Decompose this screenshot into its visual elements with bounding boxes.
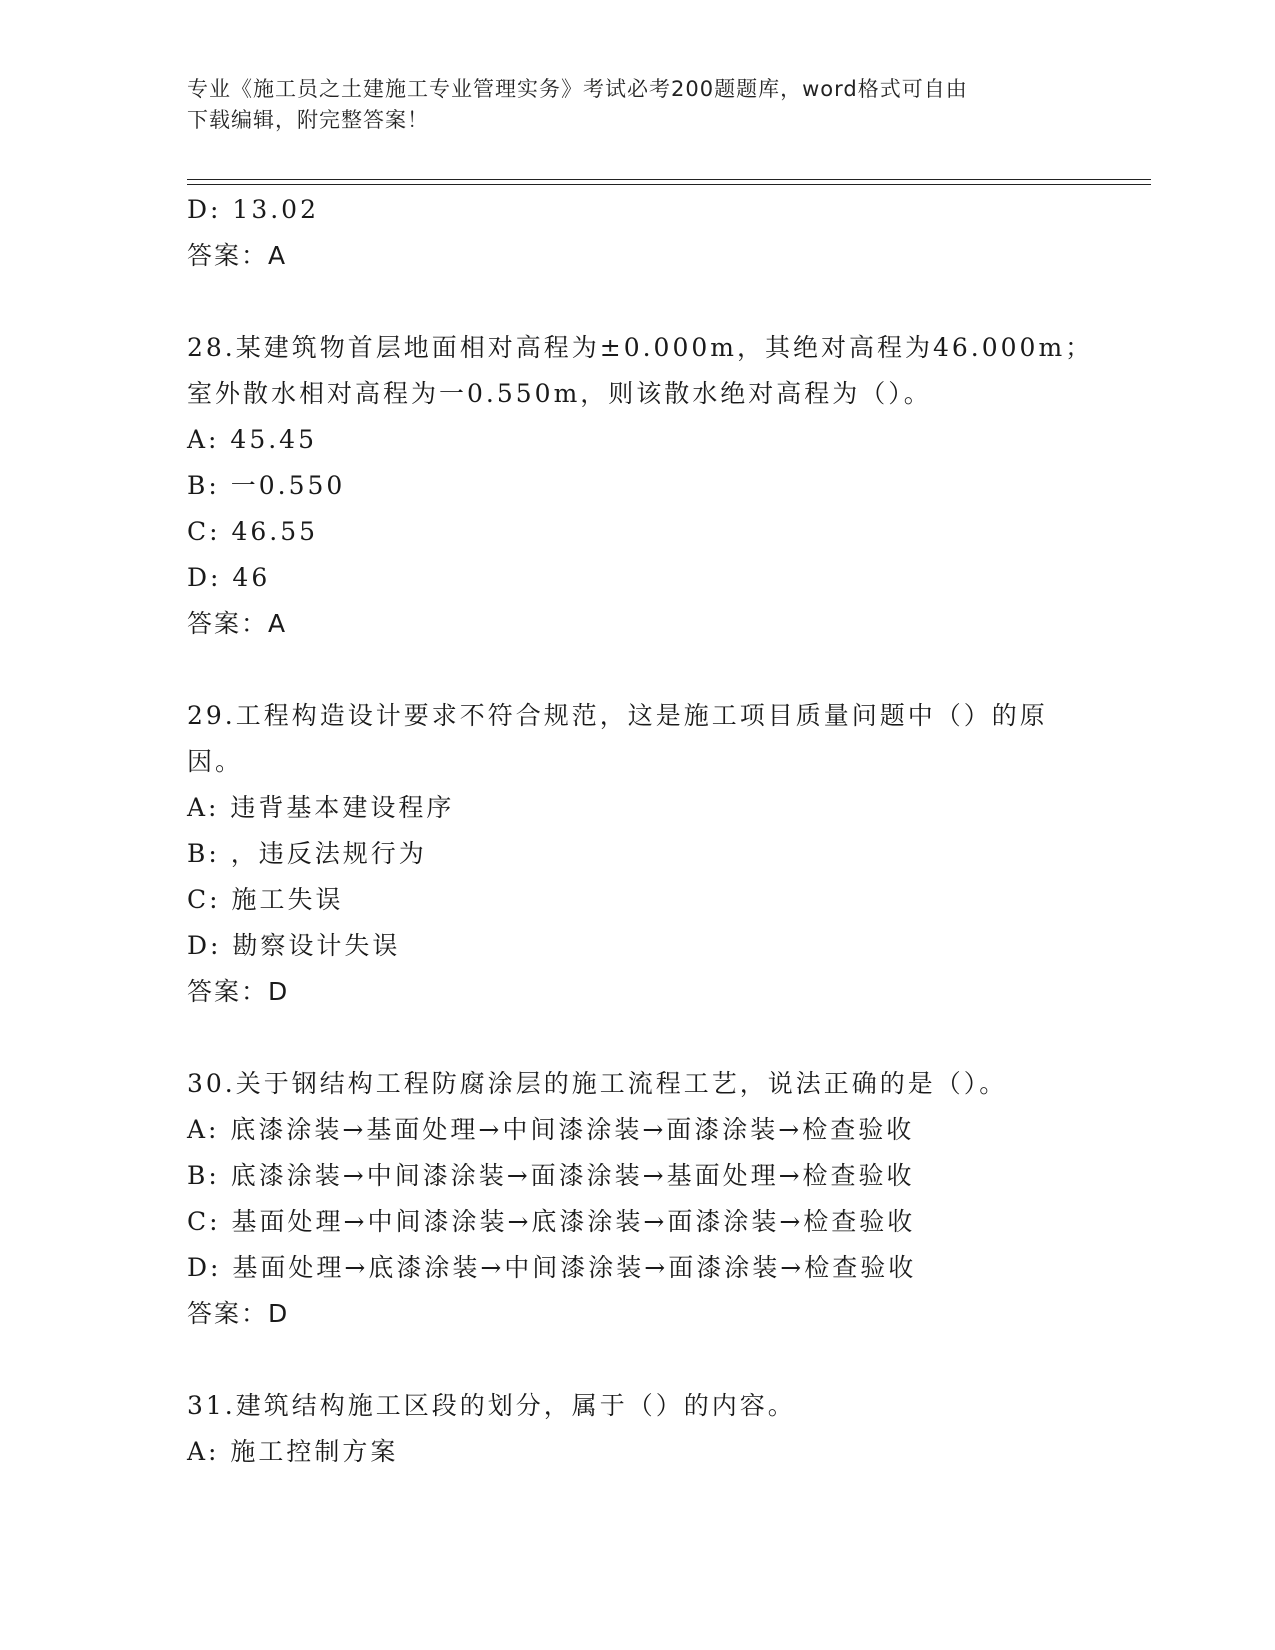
header-divider-bottom [187, 184, 1151, 185]
question-31 [187, 1383, 1117, 1475]
page-header [187, 74, 1067, 136]
question-stem: 29.工程构造设计要求不符合规范，这是施工项目质量问题中（）的原 [187, 701, 1048, 730]
answer-line: 答案：D [187, 977, 290, 1006]
question-stem: 室外散水相对高程为一0.550m，则该散水绝对高程为（）。 [187, 379, 932, 408]
answer-line: 答案：D [187, 1299, 290, 1328]
question-stem: 因。 [187, 747, 244, 776]
question-28 [187, 325, 1117, 647]
option-a: A: 施工控制方案 [187, 1437, 399, 1466]
option-d: D: 勘察设计失误 [187, 931, 401, 960]
option-a: A: 违背基本建设程序 [187, 793, 455, 822]
option-c: C: 46.55 [187, 517, 319, 546]
spacer [187, 1015, 1117, 1061]
option-b: B: ，违反法规行为 [187, 839, 427, 868]
document-body [187, 187, 1117, 1475]
option-b: B: 底漆涂装→中间漆涂装→面漆涂装→基面处理→检查验收 [187, 1161, 915, 1190]
question-27-tail [187, 187, 1117, 279]
option-d: D: 46 [187, 563, 271, 592]
header-line-1: 专业《施工员之土建施工专业管理实务》考试必考200题题库，word格式可自由 [187, 77, 968, 101]
question-stem: 31.建筑结构施工区段的划分，属于（）的内容。 [187, 1391, 796, 1420]
option-d: D: 13.02 [187, 195, 319, 224]
option-d: D: 基面处理→底漆涂装→中间漆涂装→面漆涂装→检查验收 [187, 1253, 917, 1282]
option-b: B: 一0.550 [187, 471, 346, 500]
option-c: C: 基面处理→中间漆涂装→底漆涂装→面漆涂装→检查验收 [187, 1207, 916, 1236]
option-a: A: 45.45 [187, 425, 317, 454]
question-29 [187, 693, 1117, 1015]
option-c: C: 施工失误 [187, 885, 344, 914]
spacer [187, 1337, 1117, 1383]
answer-line: 答案：A [187, 609, 288, 638]
answer-line: 答案：A [187, 241, 288, 270]
question-stem: 30.关于钢结构工程防腐涂层的施工流程工艺，说法正确的是（）。 [187, 1069, 1008, 1098]
header-divider-top [187, 179, 1151, 180]
spacer [187, 647, 1117, 693]
header-line-2: 下载编辑，附完整答案！ [187, 108, 429, 132]
option-a: A: 底漆涂装→基面处理→中间漆涂装→面漆涂装→检查验收 [187, 1115, 915, 1144]
spacer [187, 279, 1117, 325]
question-30 [187, 1061, 1117, 1337]
question-stem: 28.某建筑物首层地面相对高程为±0.000m，其绝对高程为46.000m； [187, 333, 1094, 362]
